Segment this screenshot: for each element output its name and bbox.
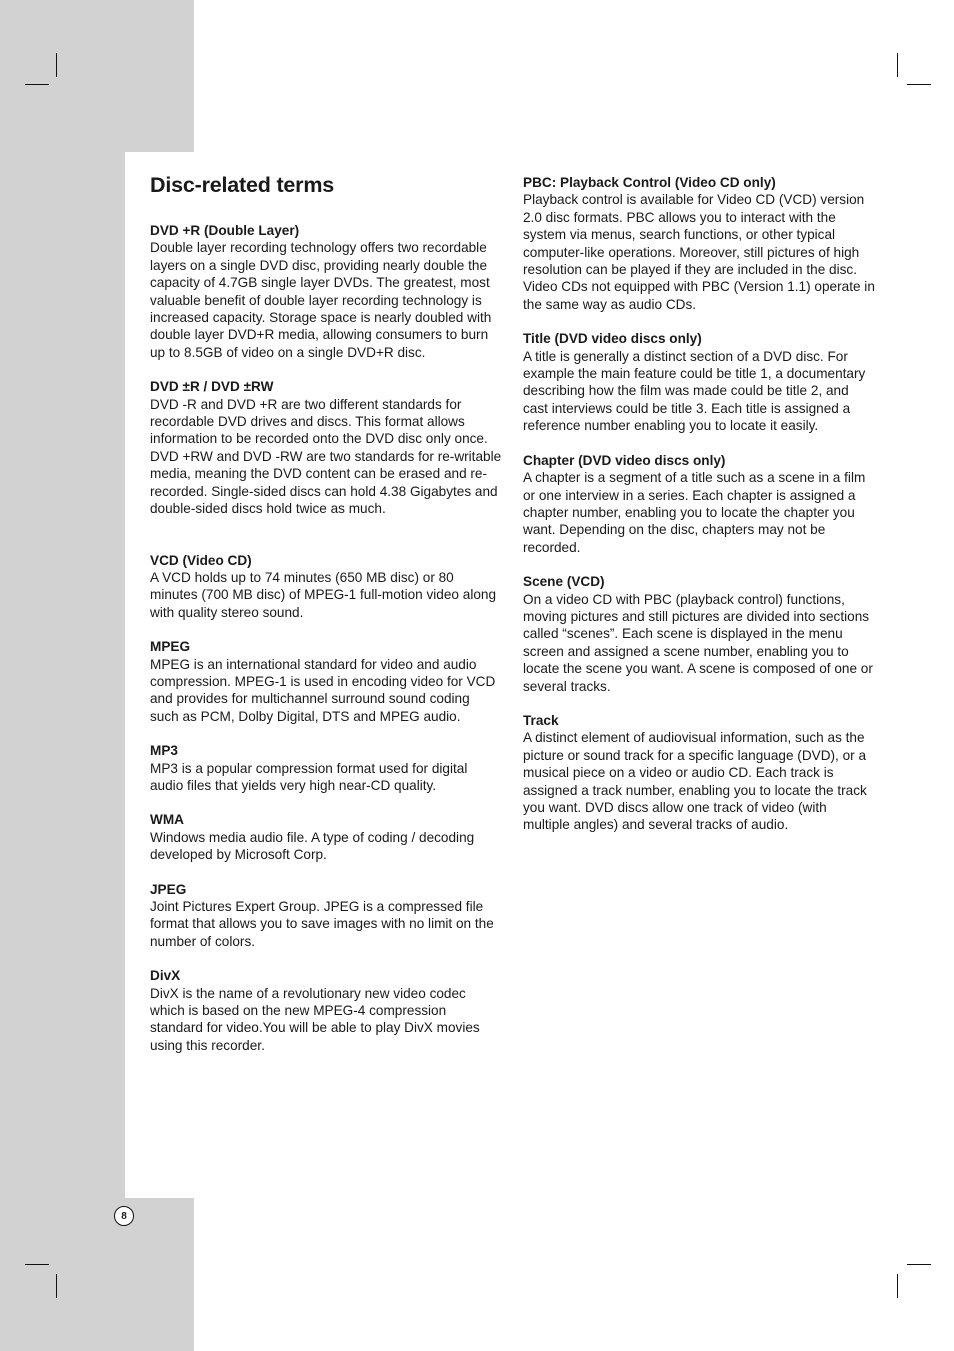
crop-mark xyxy=(25,84,49,85)
crop-mark xyxy=(907,84,931,85)
term-heading: JPEG xyxy=(150,881,187,897)
term-divx xyxy=(150,967,502,1054)
term-heading: Title (DVD video discs only) xyxy=(523,331,702,347)
term-description: A chapter is a segment of a title such as a scene in a film or one interview in a series. Each chapter is assigned a chapter number, enabling you to locate the chapter you want. Depending on the disc, chapters may not be recorded. xyxy=(523,470,866,555)
term-description: A distinct element of audiovisual information, such as the picture or sound track for a specific language (DVD), or a musical piece on a video or audio CD. Each track is assigned a track number, enabling you to locate the track you want. DVD discs allow one track of video (with multiple angles) and several tracks of audio. xyxy=(523,730,867,833)
term-heading: PBC: Playback Control (Video CD only) xyxy=(523,175,776,190)
page-title: Disc-related terms xyxy=(150,173,335,197)
term-wma xyxy=(150,811,502,863)
crop-mark xyxy=(56,53,57,77)
crop-mark xyxy=(25,1264,49,1265)
margin-band-bottom xyxy=(0,1198,194,1351)
term-description: Windows media audio file. A type of coding / decoding developed by Microsoft Corp. xyxy=(150,829,475,863)
right-column xyxy=(523,174,875,851)
term-description: Joint Pictures Expert Group. JPEG is a compressed file format that allows you to save images with no limit on the number of colors. xyxy=(150,899,494,949)
crop-mark xyxy=(56,1274,57,1298)
term-heading: WMA xyxy=(150,812,184,828)
term-heading: DVD +R (Double Layer) xyxy=(150,223,300,238)
page-number: 8 xyxy=(114,1206,134,1226)
term-heading: DivX xyxy=(150,968,181,984)
term-vcd xyxy=(150,552,502,622)
term-heading: DVD ±R / DVD ±RW xyxy=(150,379,274,395)
term-description: MPEG is an international standard for video and audio compression. MPEG-1 is used in encoding video for VCD and provides for multichannel surround sound coding such as PCM, Dolby Digital, DTS and MPEG audio. xyxy=(150,656,496,724)
term-mpeg xyxy=(150,638,502,725)
margin-band-top xyxy=(0,0,194,152)
term-description: A title is generally a distinct section of a DVD disc. For example the main feature could be title 1, a documentary describing how the film was made could be title 2, and cast interviews could be title 3. Each title is assigned a reference number enabling you to locate it easily. xyxy=(523,348,866,434)
crop-mark xyxy=(907,1264,931,1265)
margin-band-side xyxy=(0,152,125,1198)
term-description: MP3 is a popular compression format used for digital audio files that yields very high near-CD quality. xyxy=(150,760,468,793)
term-description: On a video CD with PBC (playback control) functions, moving pictures and still pictures are divided into sections called “scenes”. Each scene is displayed in the menu screen and assigned a scene number, enabling you to locate the scene you want. A scene is composed of one or several tracks. xyxy=(523,591,873,694)
term-scene xyxy=(523,573,875,695)
term-track xyxy=(523,712,875,834)
term-pbc xyxy=(523,174,875,313)
term-description: Double layer recording technology offers two recordable layers on a single DVD disc, providing nearly double the capacity of 4.7GB single layer DVDs. The greatest, most valuable benefit of double layer recording technology is increased capacity. Storage space is nearly doubled with double layer DVD+R media, allowing consumers to burn up to 8.5GB of video on a single DVD+R disc. xyxy=(150,240,492,360)
term-description: Playback control is available for Video CD (VCD) version 2.0 disc formats. PBC allows you to interact with the system via menus, search functions, or other typical computer-like operations. Moreover, still pictures of high resolution can be played if they are included in the disc. Video CDs not equipped with PBC (Version 1.1) operate in the same way as audio CDs. xyxy=(523,192,875,312)
term-dvd-r-double-layer xyxy=(150,222,502,361)
term-description: DivX is the name of a revolutionary new video codec which is based on the new MPEG-4 compression standard for video.You will be able to play DivX movies using this recorder. xyxy=(150,985,480,1053)
term-heading: Scene (VCD) xyxy=(523,574,605,590)
crop-mark xyxy=(897,1274,898,1298)
term-heading: Track xyxy=(523,712,559,728)
left-column xyxy=(150,172,502,1071)
term-description: DVD -R and DVD +R are two different standards for recordable DVD drives and discs. This format allows information to be recorded onto the DVD disc only once. DVD +RW and DVD -RW are two standards for re-writable media, meaning the DVD content can be erased and re-recorded. Single-sided discs can hold 4.38 Gigabytes and double-sided discs hold twice as much. xyxy=(150,396,502,517)
term-heading: VCD (Video CD) xyxy=(150,552,252,568)
term-chapter xyxy=(523,452,875,556)
term-jpeg xyxy=(150,881,502,951)
term-title xyxy=(523,330,875,434)
term-description: A VCD holds up to 74 minutes (650 MB disc) or 80 minutes (700 MB disc) of MPEG-1 full-motion video along with quality stereo sound. xyxy=(150,569,497,620)
term-heading: MP3 xyxy=(150,743,178,759)
term-mp3 xyxy=(150,742,502,794)
term-heading: Chapter (DVD video discs only) xyxy=(523,452,726,468)
crop-mark xyxy=(897,53,898,77)
term-dvd-r-rw xyxy=(150,378,502,517)
term-heading: MPEG xyxy=(150,639,191,655)
